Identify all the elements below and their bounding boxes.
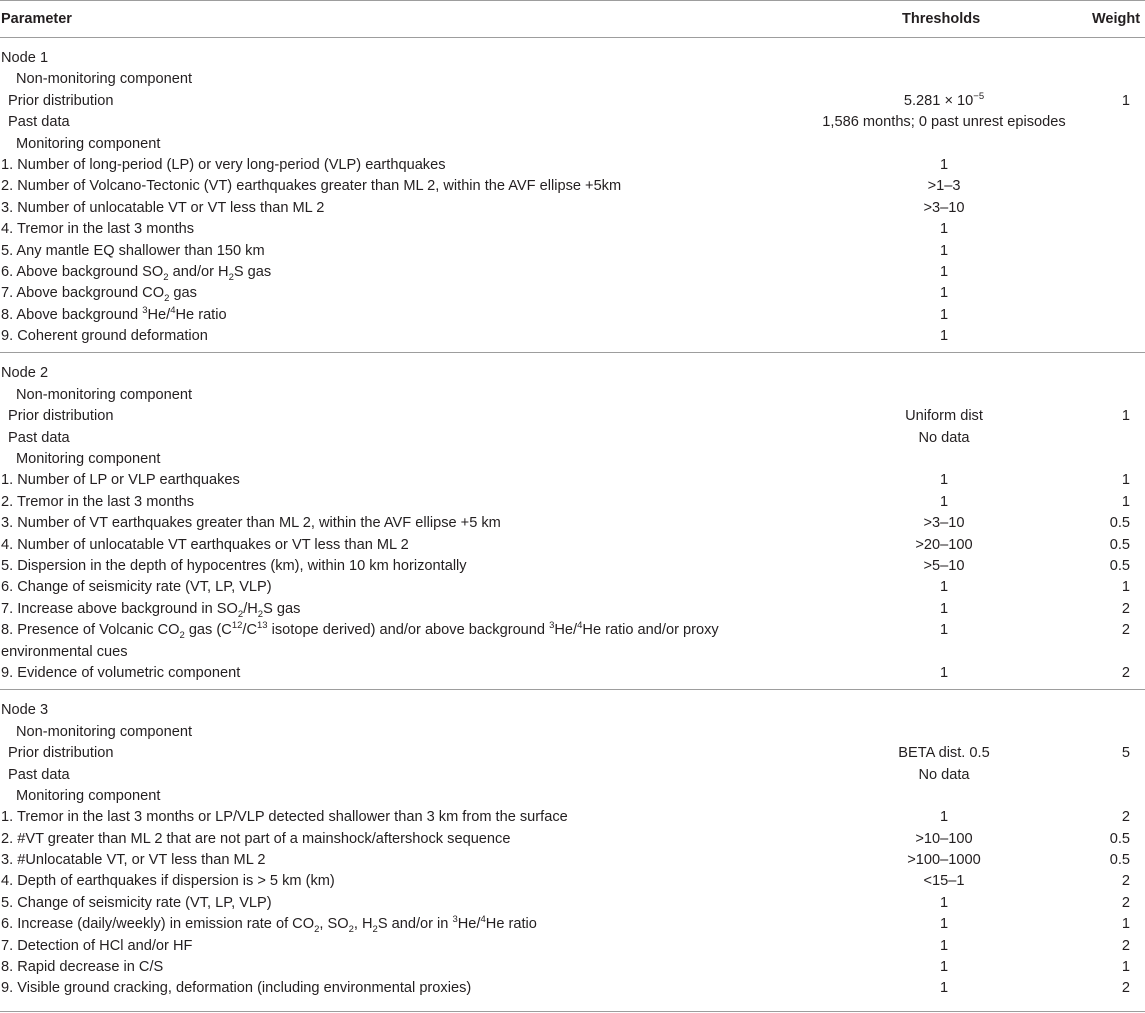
parameter-cell: 5. Any mantle EQ shallower than 150 km — [1, 242, 265, 259]
header-parameter: Parameter — [1, 11, 72, 27]
parameter-cell: 8. Above background $^3$He/$^4$He ratio — [1, 304, 227, 323]
weight-cell: 2 — [1121, 664, 1130, 681]
threshold-cell: 1 — [939, 221, 949, 238]
weight-cell: 1 — [1121, 408, 1130, 425]
parameter-cell: Past data — [8, 114, 70, 131]
table-bottom-rule — [0, 1011, 1145, 1012]
parameter-cell: 8. Presence of Volcanic $CO_2$ gas ($C^{12}/C^{13}$ isotope derived) and/or above background $^3$He/$^4$He ratio and/or proxy environmental cues — [1, 620, 719, 660]
parameter-cell: 2. Number of Volcano-Tectonic (VT) earthquakes greater than ML 2, within the AVF ellipse +5km — [1, 178, 622, 195]
weight-cell: 5 — [1121, 745, 1130, 762]
past-data-row — [0, 112, 1145, 133]
parameter-cell: Node 3 — [1, 702, 49, 719]
prior-distribution-row — [0, 91, 1145, 112]
threshold-cell: 1 — [939, 472, 949, 489]
table-row — [0, 829, 1145, 850]
table-row — [0, 871, 1145, 892]
threshold-cell: 1 — [939, 306, 949, 323]
parameter-cell: Monitoring component — [16, 787, 161, 804]
weight-cell: 2 — [1121, 622, 1130, 639]
parameter-cell: Monitoring component — [16, 135, 161, 152]
weight-cell: 0.5 — [1109, 830, 1130, 847]
table-row — [0, 620, 1145, 663]
node-group — [0, 48, 1145, 353]
weight-cell: 0.5 — [1109, 557, 1130, 574]
table-row — [0, 283, 1145, 304]
parameter-cell: 6. Change of seismicity rate (VT, LP, VLP) — [1, 579, 272, 596]
threshold-cell: <15–1 — [923, 873, 965, 890]
parameter-cell: 5. Dispersion in the depth of hypocentres (km), within 10 km horizontally — [1, 557, 467, 574]
threshold-cell: >3–10 — [923, 199, 965, 216]
threshold-cell: No data — [918, 429, 970, 446]
parameter-cell: Non-monitoring component — [16, 71, 193, 88]
threshold-cell: 1 — [939, 328, 949, 345]
parameter-cell: 9. Coherent ground deformation — [1, 328, 208, 345]
weight-cell: 2 — [1121, 873, 1130, 890]
table-row — [0, 470, 1145, 491]
table-row — [0, 219, 1145, 240]
node-title — [0, 700, 1145, 721]
parameter-cell: Prior distribution — [8, 745, 114, 762]
threshold-cell: >10–100 — [915, 830, 973, 847]
table-row — [0, 914, 1145, 935]
table-row — [0, 978, 1145, 999]
weight-cell: 2 — [1121, 937, 1130, 954]
threshold-cell: 1 — [939, 809, 949, 826]
parameter-cell: 8. Rapid decrease in C/S — [1, 959, 164, 976]
table-row — [0, 305, 1145, 326]
node-group — [0, 700, 1145, 999]
parameter-cell: 7. Increase above background in $SO_2/H_2S$ gas — [1, 600, 301, 620]
parameter-cell: Non-monitoring component — [16, 723, 193, 740]
table-row — [0, 850, 1145, 871]
parameter-cell: 3. #Unlocatable VT, or VT less than ML 2 — [1, 852, 266, 869]
parameter-cell: 4. Number of unlocatable VT earthquakes or VT less than ML 2 — [1, 536, 409, 553]
prior-distribution-row — [0, 743, 1145, 764]
weight-cell: 2 — [1121, 600, 1130, 617]
table-row — [0, 957, 1145, 978]
parameter-cell: Node 1 — [1, 50, 49, 66]
threshold-cell: 1 — [939, 937, 949, 954]
parameter-cell: Non-monitoring component — [16, 386, 193, 403]
parameter-cell: Prior distribution — [8, 408, 114, 425]
weight-cell: 0.5 — [1109, 852, 1130, 869]
threshold-cell: Uniform dist — [905, 408, 983, 425]
parameter-cell: 5. Change of seismicity rate (VT, LP, VLP) — [1, 894, 272, 911]
node-title — [0, 363, 1145, 384]
parameter-cell: 7. Detection of HCl and/or HF — [1, 937, 193, 954]
threshold-cell: 1 — [939, 916, 949, 933]
table-row — [0, 176, 1145, 197]
node-title — [0, 48, 1145, 69]
table-row — [0, 155, 1145, 176]
weight-cell: 1 — [1121, 92, 1130, 109]
parameter-cell: 1. Number of long-period (LP) or very long-period (VLP) earthquakes — [1, 156, 446, 173]
monitoring-heading — [0, 449, 1145, 470]
parameter-cell: 6. Above background $SO_2$ and/or $H_2S$ gas — [1, 263, 272, 283]
monitoring-heading — [0, 786, 1145, 807]
parameter-cell: 2. Tremor in the last 3 months — [1, 493, 195, 510]
table-row — [0, 663, 1145, 684]
parameter-cell: 3. Number of VT earthquakes greater than ML 2, within the AVF ellipse +5 km — [1, 515, 501, 532]
threshold-cell: 1 — [939, 156, 949, 173]
threshold-cell: >1–3 — [927, 178, 961, 195]
table-row — [0, 807, 1145, 828]
past-data-row — [0, 765, 1145, 786]
monitoring-heading — [0, 134, 1145, 155]
weight-cell: 0.5 — [1109, 515, 1130, 532]
threshold-cell: 1,586 months; 0 past unrest episodes — [822, 114, 1066, 131]
table-row — [0, 577, 1145, 598]
table-row — [0, 262, 1145, 283]
weight-cell: 2 — [1121, 894, 1130, 911]
table-row — [0, 326, 1145, 347]
table-row — [0, 556, 1145, 577]
threshold-cell: 1 — [939, 980, 949, 997]
parameter-cell: 3. Number of unlocatable VT or VT less than ML 2 — [1, 199, 325, 216]
weight-cell: 1 — [1121, 472, 1130, 489]
weight-cell: 0.5 — [1109, 536, 1130, 553]
parameter-cell: 9. Evidence of volumetric component — [1, 664, 241, 681]
table-row — [0, 936, 1145, 957]
weight-cell: 1 — [1121, 493, 1130, 510]
threshold-cell: BETA dist. 0.5 — [898, 745, 990, 762]
threshold-cell: 1 — [939, 959, 949, 976]
threshold-cell: 1 — [939, 579, 949, 596]
table-header — [0, 0, 1145, 38]
non-monitoring-heading — [0, 69, 1145, 90]
threshold-cell: 1 — [939, 600, 949, 617]
parameter-cell: 1. Tremor in the last 3 months or LP/VLP detected shallower than 3 km from the surface — [1, 809, 568, 826]
non-monitoring-heading — [0, 722, 1145, 743]
weight-cell: 1 — [1121, 959, 1130, 976]
parameter-cell: 7. Above background $CO_2$ gas — [1, 285, 197, 305]
parameter-cell: 9. Visible ground cracking, deformation (including environmental proxies) — [1, 980, 472, 997]
weight-cell: 1 — [1121, 579, 1130, 596]
parameter-cell: 6. Increase (daily/weekly) in emission rate of $CO_2$, $SO_2$, $H_2S$ and/or in $^3$He/$^4$He ratio — [1, 914, 537, 936]
threshold-cell: >3–10 — [923, 515, 965, 532]
parameter-cell: 1. Number of LP or VLP earthquakes — [1, 472, 240, 489]
weight-cell: 1 — [1121, 916, 1130, 933]
parameter-cell: Past data — [8, 766, 70, 783]
threshold-cell: 1 — [939, 493, 949, 510]
parameter-cell: Past data — [8, 429, 70, 446]
threshold-cell: 1 — [939, 894, 949, 911]
node-group — [0, 363, 1145, 690]
threshold-cell: 1 — [939, 242, 949, 259]
prior-distribution-row — [0, 406, 1145, 427]
table-body — [0, 48, 1145, 1000]
table-row — [0, 893, 1145, 914]
threshold-cell: No data — [918, 766, 970, 783]
threshold-cell: 1 — [939, 622, 949, 639]
parameter-cell: 4. Tremor in the last 3 months — [1, 221, 195, 238]
threshold-cell: >100–1000 — [907, 852, 981, 869]
table-row — [0, 241, 1145, 262]
header-thresholds: Thresholds — [902, 11, 981, 27]
parameter-cell: 4. Depth of earthquakes if dispersion is > 5 km (km) — [1, 873, 335, 890]
parameter-cell: Node 2 — [1, 365, 49, 382]
parameter-cell: Prior distribution — [8, 92, 114, 109]
table-row — [0, 535, 1145, 556]
threshold-cell: 1 — [939, 285, 949, 302]
non-monitoring-heading — [0, 385, 1145, 406]
threshold-cell: 1 — [939, 664, 949, 681]
threshold-cell: >5–10 — [923, 557, 965, 574]
table-row — [0, 492, 1145, 513]
parameter-cell: 2. #VT greater than ML 2 that are not part of a mainshock/aftershock sequence — [1, 830, 511, 847]
table-row — [0, 513, 1145, 534]
table-row — [0, 599, 1145, 620]
parameter-cell: Monitoring component — [16, 451, 161, 468]
weight-cell: 2 — [1121, 809, 1130, 826]
threshold-cell: 1 — [939, 263, 949, 280]
threshold-cell: >20–100 — [915, 536, 973, 553]
weight-cell: 2 — [1121, 980, 1130, 997]
table-row — [0, 198, 1145, 219]
threshold-cell: $5.281 \times 10^{-5}$ — [903, 90, 985, 109]
header-weight: Weight — [1092, 11, 1141, 27]
past-data-row — [0, 428, 1145, 449]
